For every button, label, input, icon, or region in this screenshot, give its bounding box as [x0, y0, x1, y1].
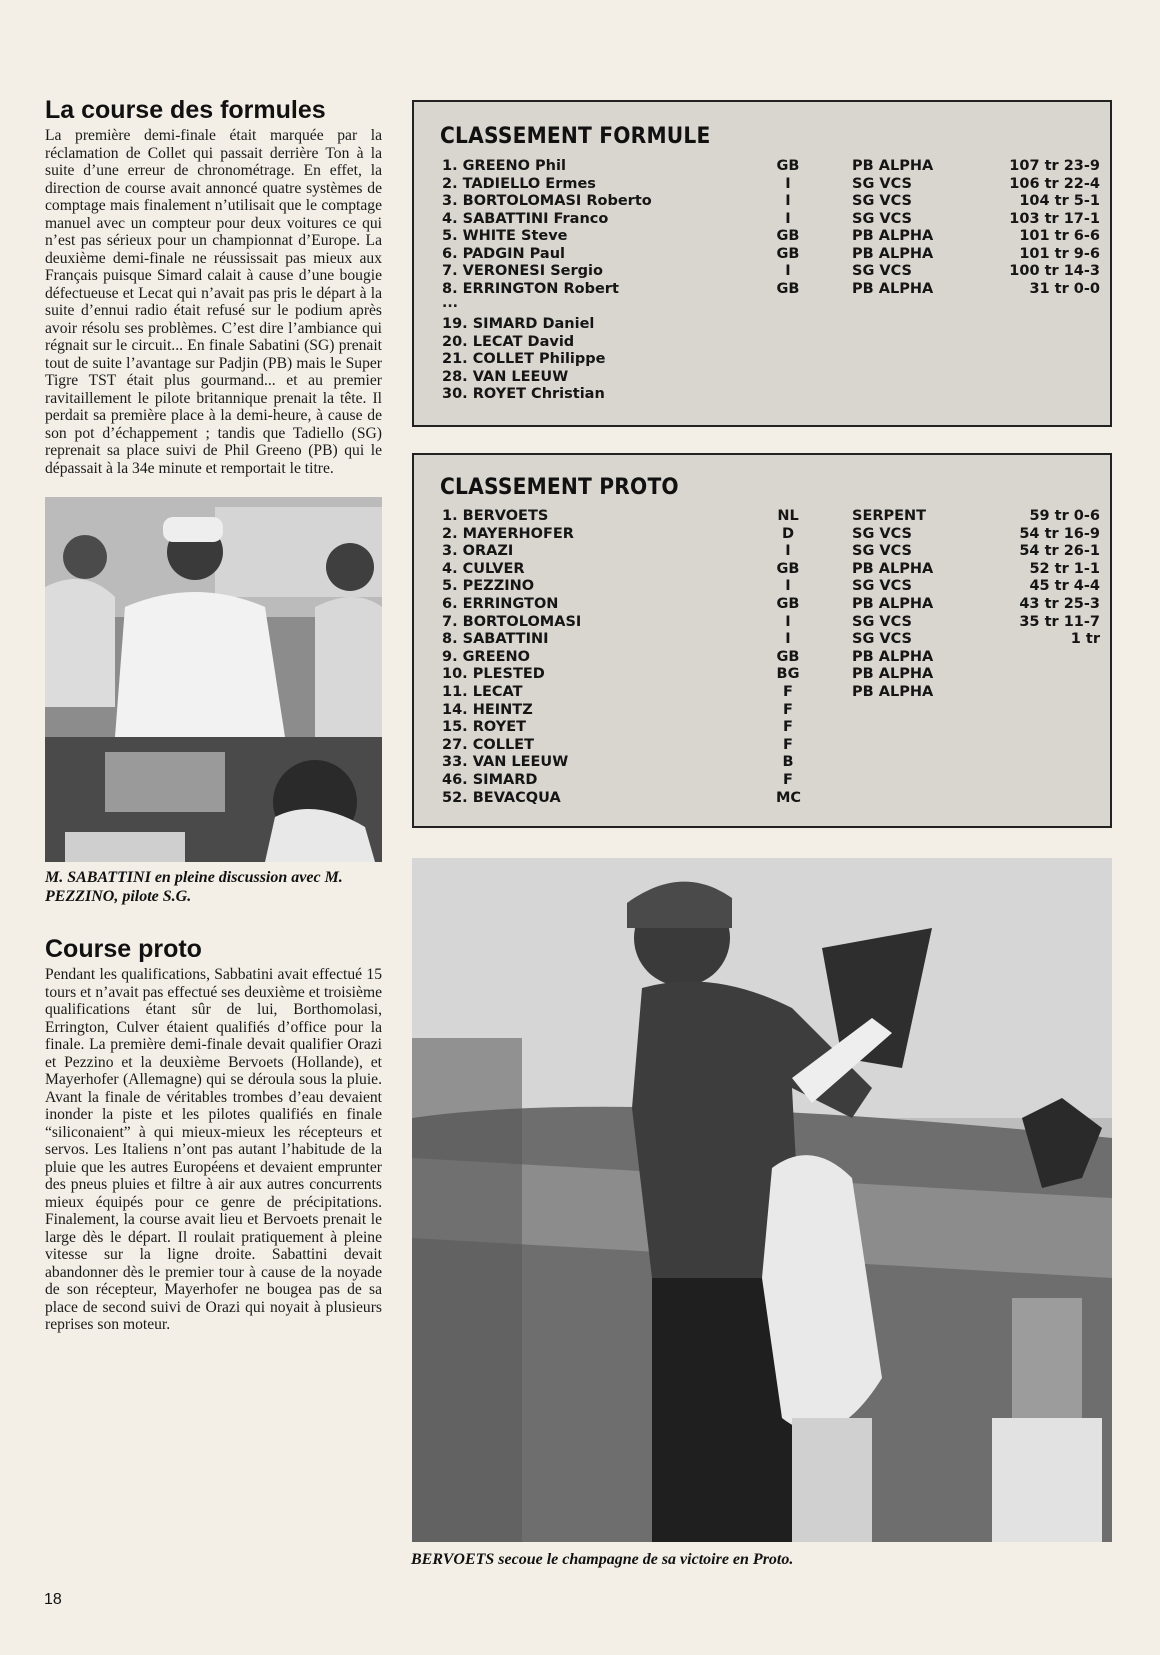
formule-row: 5. WHITE Steve GB PB ALPHA 101 tr 6-6	[442, 228, 1100, 244]
classement-formule-box	[412, 100, 1112, 427]
article-text-formules: La première demi-finale était marquée par la réclamation de Collet qui passait derrière Ton à la suite d’une erreur de chronométrage. En effet, la direction de course avait annoncé quatre systèmes de comptage mais finalement n’utilisait que le comptage manuel avec un compteur pour deux voitures ce qui n’est pas sérieux pour un championnat d’Europe. La deuxième demi-finale ne réussissait pas mieux aux Français puisque Simard calait à cause d’une bougie défectueuse et Lecat qui n’avait pas pris le départ à la suite d’ennui radio était refusé sur le podium après avoir résolu ses problèmes. C’est dire l’ambiance qui régnait sur le circuit... En finale Sabatini (SG) prenait tout de suite l’avantage sur Padjin (PB) mais le Super Tigre TST était plus gourmand... et au premier ravitaillement le pilote britannique prenait la tête. Il perdait sa première place à la demi-heure, à cause de son pot d’échappement ; tandis que Tadiello (SG) reprenait sa place suivi de Phil Greeno (PB) qui le dépassait à la 34e minute et remportait le titre.	[45, 127, 382, 477]
classement-proto-rows	[442, 508, 1102, 807]
formule-row: 1. GREENO Phil GB PB ALPHA 107 tr 23-9	[442, 158, 1100, 174]
classement-formule-title: CLASSEMENT FORMULE	[440, 124, 711, 149]
photo-sabattini-pezzino	[45, 497, 382, 862]
photo-bervoets-illustration	[412, 858, 1112, 1542]
proto-row: 11. LECAT F PB ALPHA	[442, 683, 934, 700]
proto-row: 1. BERVOETS NL SERPENT 59 tr 0-6	[442, 508, 1100, 524]
proto-row: 2. MAYERHOFER D SG VCS 54 tr 16-9	[442, 525, 1100, 542]
formule-row: 7. VERONESI Sergio I SG VCS 100 tr 14-3	[442, 263, 1100, 279]
classement-formule-rows	[442, 158, 1102, 404]
formule-ellipsis: ...	[442, 295, 458, 311]
formule-row: 3. BORTOLOMASI Roberto I SG VCS 104 tr 5-1	[442, 193, 1100, 209]
photo-bervoets-champagne	[412, 858, 1112, 1542]
formule-row: 21. COLLET Philippe	[442, 351, 606, 367]
proto-row: 6. ERRINGTON GB PB ALPHA 43 tr 25-3	[442, 595, 1100, 612]
formule-row: 8. ERRINGTON Robert GB PB ALPHA 31 tr 0-0	[442, 280, 1100, 297]
proto-row: 14. HEINTZ F	[442, 701, 793, 718]
page-number: 18	[44, 1591, 62, 1608]
proto-row: 3. ORAZI I SG VCS 54 tr 26-1	[442, 543, 1100, 560]
section-title-formules: La course des formules	[45, 96, 326, 124]
formule-row: 2. TADIELLO Ermes I SG VCS 106 tr 22-4	[442, 175, 1100, 192]
formule-row: 30. ROYET Christian	[442, 386, 605, 402]
formule-row: 6. PADGIN Paul GB PB ALPHA 101 tr 9-6	[442, 245, 1100, 262]
photo-caption-sabattini: M. SABATTINI en pleine discussion avec M. PEZZINO, pilote S.G.	[45, 869, 343, 905]
proto-row: 8. SABATTINI I SG VCS 1 tr	[442, 631, 1100, 648]
proto-row: 10. PLESTED BG PB ALPHA	[442, 666, 934, 683]
proto-row: 52. BEVACQUA MC	[442, 789, 802, 806]
formule-row: 4. SABATTINI Franco I SG VCS 103 tr 17-1	[442, 210, 1100, 227]
proto-row: 33. VAN LEEUW B	[442, 754, 794, 771]
proto-row: 4. CULVER GB PB ALPHA 52 tr 1-1	[442, 560, 1100, 577]
formule-row: 20. LECAT David	[442, 333, 575, 350]
photo-sabattini-illustration	[45, 497, 382, 862]
section-title-proto: Course proto	[45, 935, 202, 963]
formule-row: 28. VAN LEEUW	[442, 368, 569, 385]
formule-row: 19. SIMARD Daniel	[442, 316, 595, 332]
left-column	[45, 95, 382, 1334]
classement-proto-box	[412, 453, 1112, 828]
proto-row: 9. GREENO GB PB ALPHA	[442, 648, 934, 665]
proto-row: 15. ROYET F	[442, 719, 793, 736]
article-text-proto: Pendant les qualifications, Sabbatini avait effectué 15 tours et n’avait pas effectué ses deuxième et troisième qualifications étant sûr de lui, Borthomolasi, Errington, Culver étaient qualifiés d’office pour la finale. La première demi-finale devait qualifier Orazi et Pezzino et la deuxième Bervoets (Hollande), et Mayerhofer (Allemagne) qui se déroula sous la pluie. Avant la finale de véritables trombes d’eau devaient inonder la piste et les pilotes qualifiés en finale “siliconaient” à qui mieux-mieux les récepteurs et servos. Les Italiens n’ont pas autant l’habitude de la pluie que les autres Européens et devaient emprunter des pneus pluies et filtre à air aux autres concurrents mieux équipés pour ce genre de précipitations. Finalement, la course avait lieu et Bervoets prenait le large dès le départ. Il roulait pratiquement à pleine vitesse sur la ligne droite. Sabattini devait abandonner dès le premier tour à cause de la noyade de son récepteur, Mayerhofer ne bougea pas de sa place de second suivi de Orazi qui noyait à plusieurs reprises son moteur.	[45, 966, 382, 1333]
proto-row: 46. SIMARD F	[442, 771, 793, 788]
proto-row: 27. COLLET F	[442, 736, 793, 753]
proto-row: 5. PEZZINO I SG VCS 45 tr 4-4	[442, 578, 1100, 595]
photo-caption-bervoets: BERVOETS secoue le champagne de sa victoire en Proto.	[411, 1551, 794, 1568]
classement-proto-title: CLASSEMENT PROTO	[440, 475, 679, 500]
proto-row: 7. BORTOLOMASI I SG VCS 35 tr 11-7	[442, 613, 1100, 630]
